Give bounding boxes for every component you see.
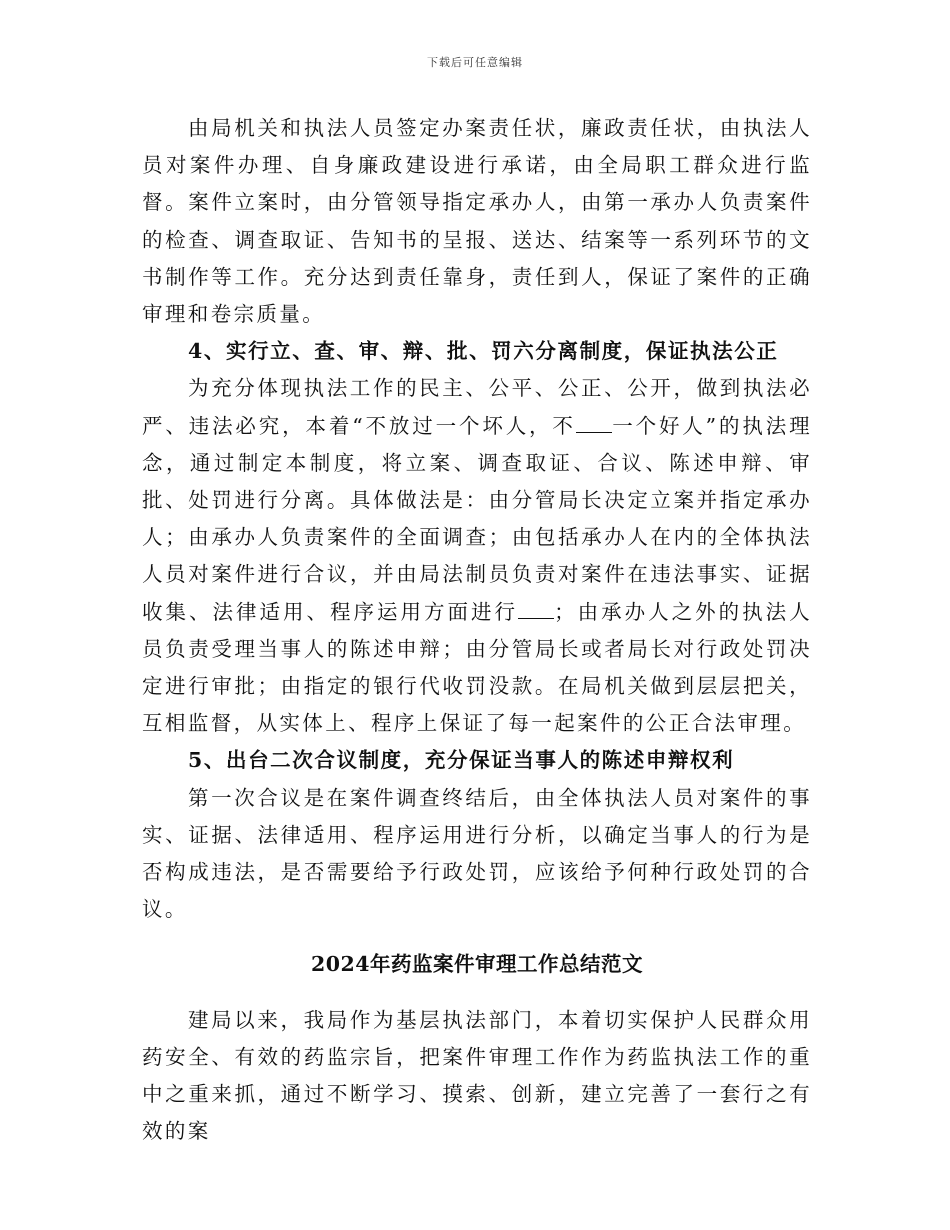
paragraph-responsibility: 由局机关和执法人员签定办案责任状，廉政责任状，由执法人员对案件办理、自身廉政建设进行承诺，由全局职工群众进行监督。案件立案时，由分管领导指定承办人，由第一承办人负责案件的检查、调查取证、告知书的呈报、送达、结案等一系列环节的文书制作等工作。充分达到责任靠身，责任到人，保证了案件的正确审理和卷宗质量。 (142, 116, 812, 327)
heading-six-separation: 4、实行立、查、审、辩、批、罚六分离制度，保证执法公正 (188, 339, 779, 364)
section-title: 2024年药监案件审理工作总结范文 (310, 952, 644, 977)
fill-blank (576, 414, 612, 433)
document-body (142, 110, 812, 1150)
page-header: 下载后可任意编辑 (427, 56, 523, 69)
heading-second-deliberation: 5、出台二次合议制度，充分保证当事人的陈述申辩权利 (188, 748, 735, 773)
paragraph-intro: 建局以来，我局作为基层执法部门，本着切实保护人民群众用药安全、有效的药监宗旨，把案件审理工作作为药监执法工作的重中之重来抓，通过不断学习、摸索、创新，建立完善了一套行之有效的案 (142, 1007, 812, 1144)
paragraph-text: 为充分体现执法工作的民主、公平、公正、公开，做到执法必严、违法必究，本着“不放过一个坏人，不 (142, 376, 812, 438)
paragraph-text: ；由承办人之外的执法人员负责受理当事人的陈述申辩；由分管局长或者局长对行政处罚决定进行审批；由指定的银行代收罚没款。在局机关做到层层把关，互相监督，从实体上、程序上保证了每一起案件的公正合法审理。 (142, 599, 812, 736)
paragraph-first-deliberation: 第一次合议是在案件调查终结后，由全体执法人员对案件的事实、证据、法律适用、程序运用进行分析，以确定当事人的行为是否构成违法，是否需要给予行政处罚，应该给予何种行政处罚的合议。 (142, 785, 812, 922)
paragraph-six-separation (142, 370, 812, 742)
fill-blank (518, 600, 554, 619)
paragraph-text: 一个好人”的执法理念，通过制定本制度，将立案、调查取证、合议、陈述申辩、审批、处罚进行分离。具体做法是：由分管局长决定立案并指定承办人；由承办人负责案件的全面调查；由包括承办人在内的全体执法人员对案件进行合议，并由局法制员负责对案件在违法事实、证据收集、法律适用、程序运用方面进行 (142, 413, 812, 624)
